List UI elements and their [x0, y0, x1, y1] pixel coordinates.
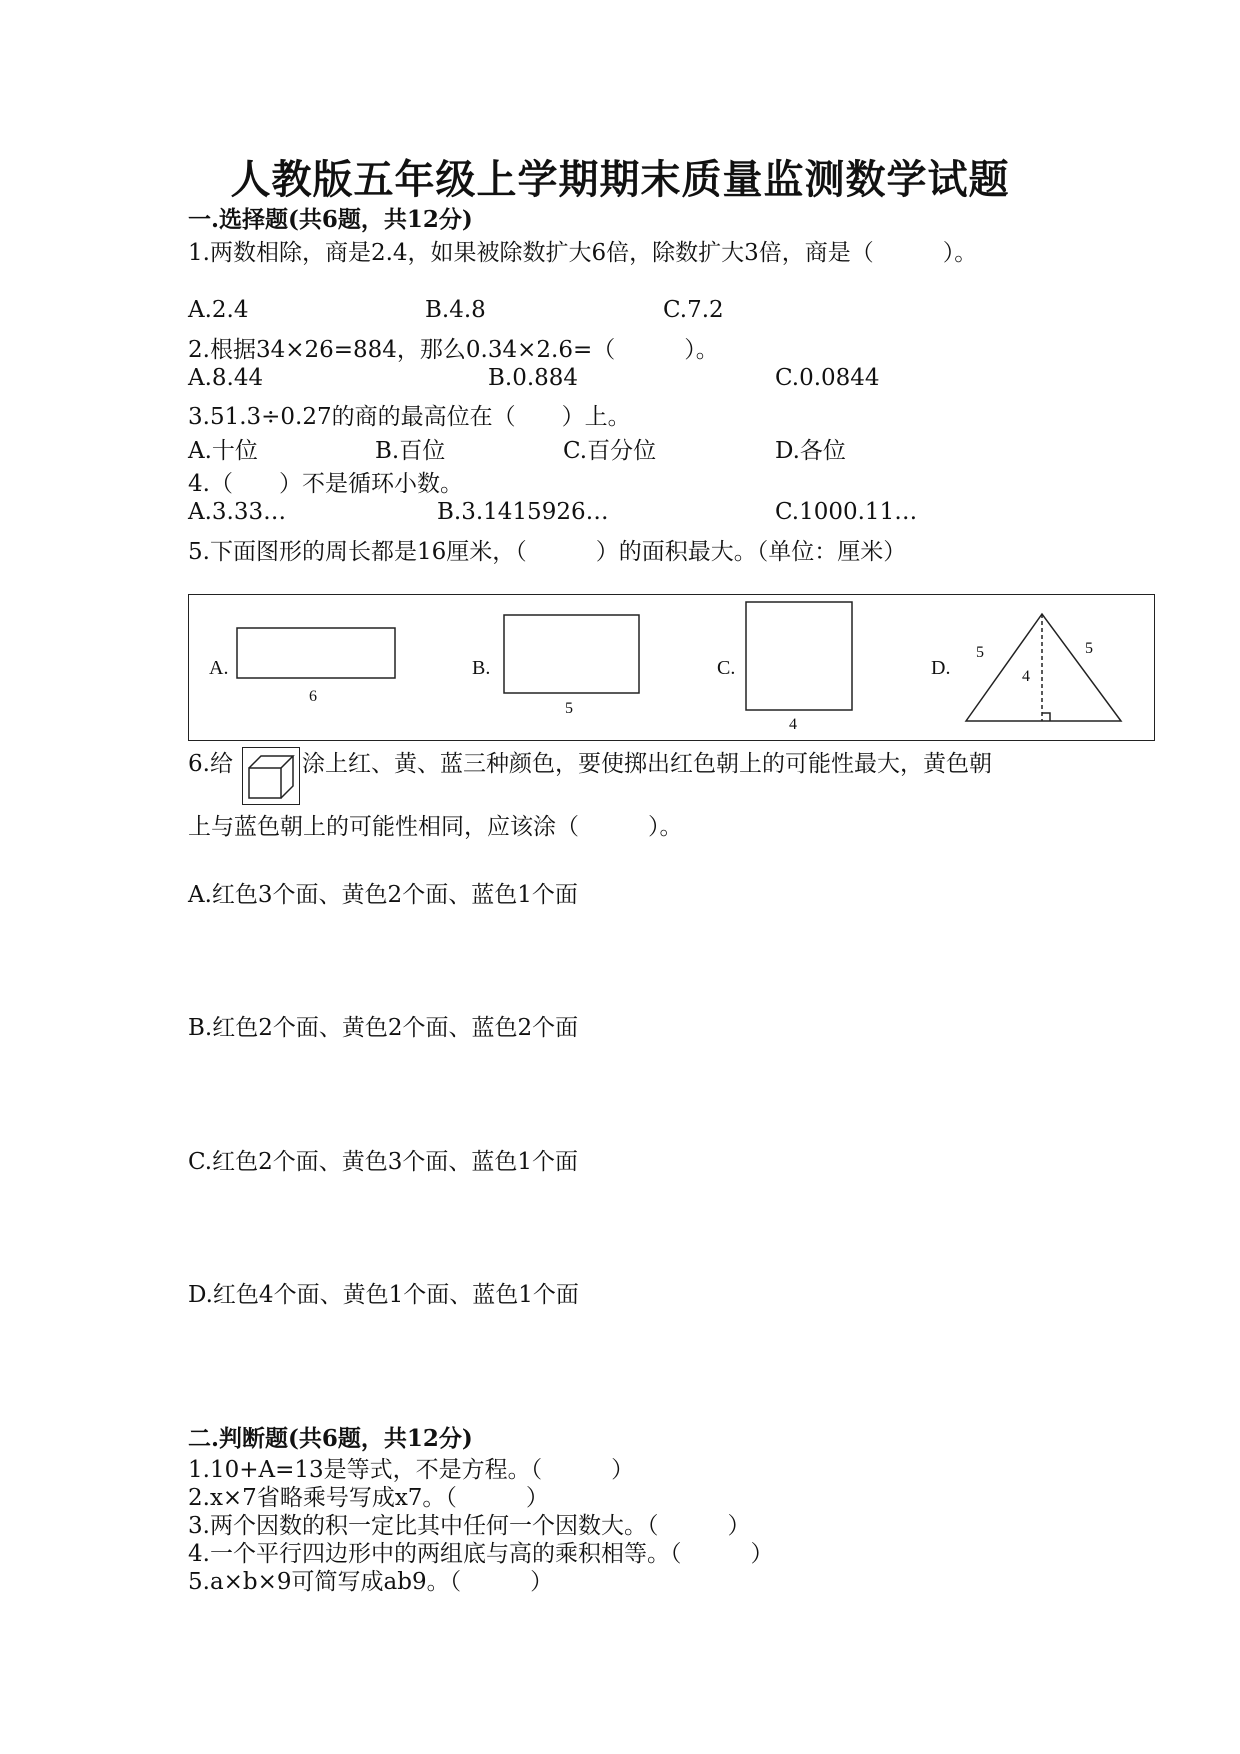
q3-option-d: D.各位: [775, 438, 846, 464]
shape-d-label: D.: [931, 657, 951, 679]
q6-option-d: D.红色4个面、黄色1个面、蓝色1个面: [188, 1282, 579, 1308]
question-6-start: 6.给: [188, 751, 233, 777]
q2-option-c: C.0.0844: [775, 365, 880, 391]
question-3: 3.51.3÷0.27的商的最高位在（ ）上。: [188, 404, 631, 430]
q4-option-a: A.3.33…: [188, 499, 287, 525]
page-title: 人教版五年级上学期期末质量监测数学试题: [230, 156, 1010, 203]
shape-d-triangle: [966, 614, 1121, 721]
question-5: 5.下面图形的周长都是16厘米，（ ）的面积最大。（单位：厘米）: [188, 539, 907, 565]
q1-option-a: A.2.4: [188, 297, 249, 323]
question-1: 1.两数相除，商是2.4，如果被除数扩大6倍，除数扩大3倍，商是（ ）。: [188, 240, 978, 266]
q2-option-b: B.0.884: [488, 365, 579, 391]
section-2-heading: 二.判断题(共6题，共12分): [188, 1425, 473, 1452]
judge-item-5: 5.a×b×9可简写成ab9。（ ）: [188, 1569, 554, 1595]
question-4: 4.（ ）不是循环小数。: [188, 471, 463, 497]
q4-option-b: B.3.1415926…: [437, 499, 609, 525]
q1-option-b: B.4.8: [425, 297, 486, 323]
question-6-end: 上与蓝色朝上的可能性相同，应该涂（ ）。: [188, 814, 683, 840]
shape-d-side-right: 5: [1085, 640, 1093, 657]
shape-a-label: A.: [209, 657, 229, 679]
shape-d-height: 4: [1022, 668, 1030, 685]
judge-item-1: 1.10+A=13是等式，不是方程。（ ）: [188, 1457, 635, 1483]
shape-c-square: [746, 602, 852, 710]
cube-figure: [242, 747, 300, 805]
shape-c-dim: 4: [789, 716, 797, 733]
judge-item-4: 4.一个平行四边形中的两组底与高的乘积相等。（ ）: [188, 1541, 774, 1567]
q3-option-b: B.百位: [375, 438, 446, 464]
shape-b-dim: 5: [565, 700, 573, 717]
shapes-figure: [188, 594, 1155, 741]
q3-option-a: A.十位: [188, 438, 258, 464]
q6-option-c: C.红色2个面、黄色3个面、蓝色1个面: [188, 1149, 578, 1175]
judge-item-3: 3.两个因数的积一定比其中任何一个因数大。（ ）: [188, 1513, 751, 1539]
question-6-middle: 涂上红、黄、蓝三种颜色，要使掷出红色朝上的可能性最大，黄色朝: [302, 751, 992, 777]
shape-a-dim: 6: [309, 688, 317, 705]
shape-b-rectangle: [504, 615, 639, 693]
shape-a-rectangle: [237, 628, 395, 678]
shape-d-side-left: 5: [976, 644, 984, 661]
q4-option-c: C.1000.11…: [775, 499, 918, 525]
q6-option-b: B.红色2个面、黄色2个面、蓝色2个面: [188, 1015, 579, 1041]
q3-option-c: C.百分位: [563, 438, 657, 464]
shape-b-label: B.: [472, 657, 491, 679]
q1-option-c: C.7.2: [663, 297, 724, 323]
shapes-svg: [189, 595, 1154, 740]
section-1-heading: 一.选择题(共6题，共12分): [188, 206, 473, 233]
judge-item-2: 2.x×7省略乘号写成x7。（ ）: [188, 1485, 549, 1511]
q6-option-a: A.红色3个面、黄色2个面、蓝色1个面: [188, 882, 578, 908]
question-2: 2.根据34×26=884，那么0.34×2.6=（ ）。: [188, 337, 719, 363]
q2-option-a: A.8.44: [188, 365, 264, 391]
shape-c-label: C.: [717, 657, 736, 679]
cube-icon: [243, 748, 299, 804]
shape-d-right-angle-mark: [1042, 713, 1050, 721]
